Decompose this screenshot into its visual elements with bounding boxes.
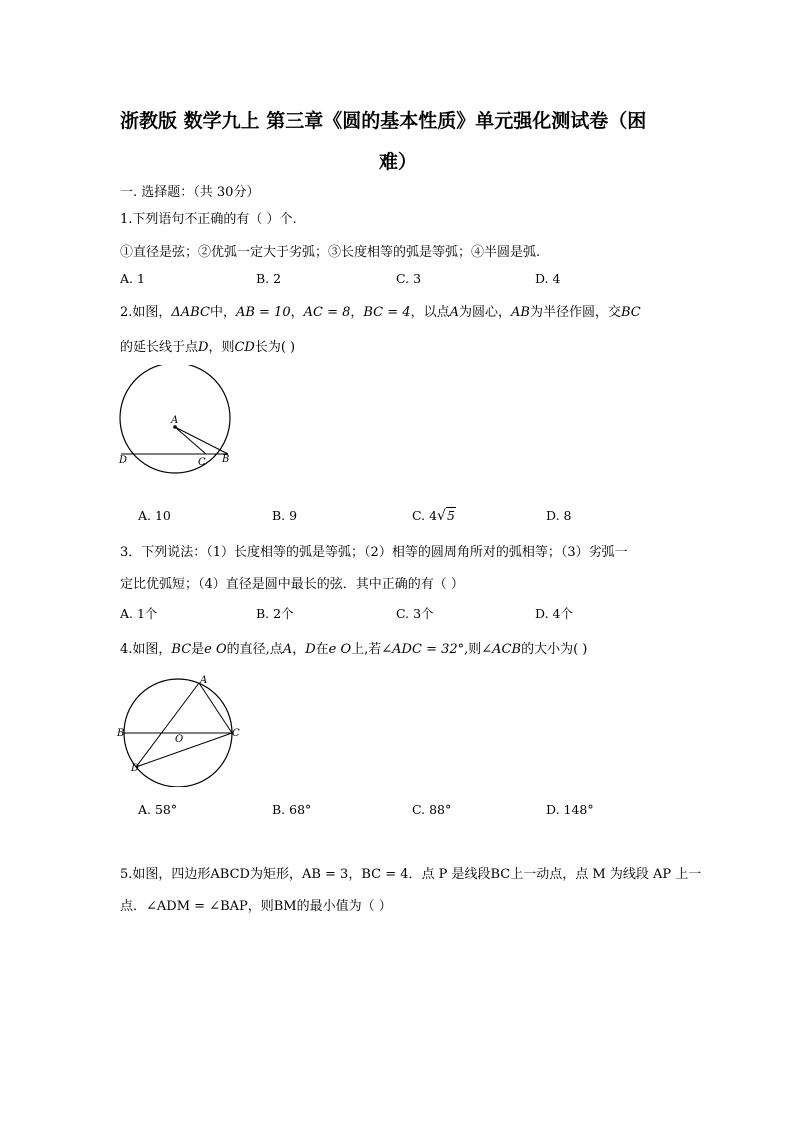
q4-label-o: O bbox=[175, 734, 184, 745]
q4-angle-adc: ∠ADC = 32° bbox=[381, 642, 465, 657]
q1-statements: ①直径是弦；②优弧一定大于劣弧；③长度相等的弧是等弧；④半圆是弧. bbox=[120, 245, 541, 260]
q4-option-b[interactable]: B. 68° bbox=[272, 802, 312, 817]
q2-text: ，则 bbox=[208, 340, 235, 355]
q2-sqrt-sign: √ bbox=[437, 508, 446, 524]
q2-bc: BC = 4 bbox=[363, 305, 411, 320]
q4-label-c: C bbox=[232, 728, 240, 739]
q2-label-b: B bbox=[222, 454, 230, 465]
q5-line1: 5.如图，四边形ABCD为矩形，AB = 3，BC = 4．点 P 是线段BC上一动点，点 M 为线段 AP 上一 bbox=[120, 867, 702, 882]
q2-point-d: D bbox=[198, 340, 209, 355]
q4-text: 的大小为( ) bbox=[521, 642, 588, 657]
q4-text: 4.如图， bbox=[120, 642, 172, 657]
q2-label-c: C bbox=[198, 457, 206, 468]
q2-sqrt-radicand: 5 bbox=[446, 508, 455, 523]
q2-label-a: A bbox=[171, 415, 179, 426]
section-heading: 一. 选择题：（共 30分） bbox=[120, 185, 260, 200]
page-title-line2: 难） bbox=[379, 151, 418, 173]
q1-stem: 1.下列语句不正确的有（ ）个. bbox=[120, 212, 297, 227]
q4-text: ,则 bbox=[464, 642, 482, 657]
q2-ac: AC = 8 bbox=[303, 305, 351, 320]
q3-option-b[interactable]: B. 2个 bbox=[256, 606, 294, 621]
q4-segment-ac bbox=[199, 683, 232, 733]
q2-ab-radius: AB bbox=[510, 305, 530, 320]
q1-option-b[interactable]: B. 2 bbox=[256, 271, 282, 286]
q4-text: 的直径,点 bbox=[226, 642, 283, 657]
q4-text: ， bbox=[292, 642, 306, 657]
q2-point-a: A bbox=[449, 305, 459, 320]
q3-option-d[interactable]: D. 4个 bbox=[535, 606, 573, 621]
q1-option-d[interactable]: D. 4 bbox=[535, 271, 561, 286]
q4-option-c[interactable]: C. 88° bbox=[412, 802, 452, 817]
q2-option-c[interactable] bbox=[412, 508, 456, 524]
q4-circle-o: e O bbox=[328, 642, 352, 657]
q4-text: 是 bbox=[191, 642, 205, 657]
q2-text: 为圆心， bbox=[458, 305, 511, 320]
q4-angle-acb: ∠ACB bbox=[481, 642, 522, 657]
q2-option-c-label: C. 4 bbox=[412, 508, 438, 523]
q2-stem-line2 bbox=[120, 336, 295, 355]
q2-text: ， bbox=[290, 305, 304, 320]
q4-segment-ad bbox=[136, 683, 199, 767]
q2-triangle: ΔABC bbox=[171, 305, 210, 320]
q1-option-c[interactable]: C. 3 bbox=[396, 271, 422, 286]
q4-option-d[interactable]: D. 148° bbox=[546, 802, 594, 817]
q4-bc: BC bbox=[171, 642, 192, 657]
q2-ab: AB = 10 bbox=[235, 305, 291, 320]
q2-figure bbox=[110, 365, 245, 475]
q4-label-a: A bbox=[200, 675, 208, 686]
q4-point-a: A bbox=[282, 642, 293, 657]
q4-circle-o: e O bbox=[204, 642, 227, 657]
q5-line2: 点．∠ADM = ∠BAP，则BM的最小值为（ ） bbox=[120, 899, 392, 914]
q4-label-b: B bbox=[117, 728, 125, 739]
q3-line2: 定比优弧短；（4）直径是圆中最长的弦．其中正确的有（ ） bbox=[120, 577, 464, 592]
q1-option-a[interactable]: A. 1 bbox=[120, 271, 145, 286]
q2-bc-line: BC bbox=[620, 305, 641, 320]
q3-option-c[interactable]: C. 3个 bbox=[396, 606, 434, 621]
q2-label-d: D bbox=[119, 455, 128, 466]
q3-line1: 3．下列说法：（1）长度相等的弧是等弧；（2）相等的圆周角所对的弧相等；（3）劣弧一 bbox=[120, 545, 628, 560]
q4-text: 上,若 bbox=[351, 642, 382, 657]
q3-option-a[interactable]: A. 1个 bbox=[120, 606, 158, 621]
q2-option-a[interactable]: A. 10 bbox=[138, 508, 171, 523]
q4-label-d: D bbox=[131, 763, 140, 774]
q2-option-b[interactable]: B. 9 bbox=[272, 508, 298, 523]
q2-text: 2.如图， bbox=[120, 305, 172, 320]
q4-text: 在 bbox=[315, 642, 329, 657]
q4-figure bbox=[115, 672, 245, 787]
q2-sqrt bbox=[437, 508, 456, 523]
q2-cd: CD bbox=[234, 340, 255, 355]
q4-option-a[interactable]: A. 58° bbox=[138, 802, 178, 817]
q4-stem bbox=[120, 638, 587, 657]
q2-option-d[interactable]: D. 8 bbox=[546, 508, 572, 523]
page-title-line1: 浙教版 数学九上 第三章《圆的基本性质》单元强化测试卷（困 bbox=[120, 110, 647, 132]
q2-text: ， bbox=[350, 305, 364, 320]
q2-text: 中， bbox=[209, 305, 236, 320]
q2-text: 为半径作圆，交 bbox=[529, 305, 621, 320]
q4-segment-dc bbox=[136, 733, 232, 767]
q2-stem-line1 bbox=[120, 301, 641, 320]
q2-text: ，以点 bbox=[410, 305, 450, 320]
q4-point-d: D bbox=[305, 642, 316, 657]
q2-text: 长为( ) bbox=[254, 340, 296, 355]
q2-text: 的延长线于点 bbox=[120, 340, 199, 355]
